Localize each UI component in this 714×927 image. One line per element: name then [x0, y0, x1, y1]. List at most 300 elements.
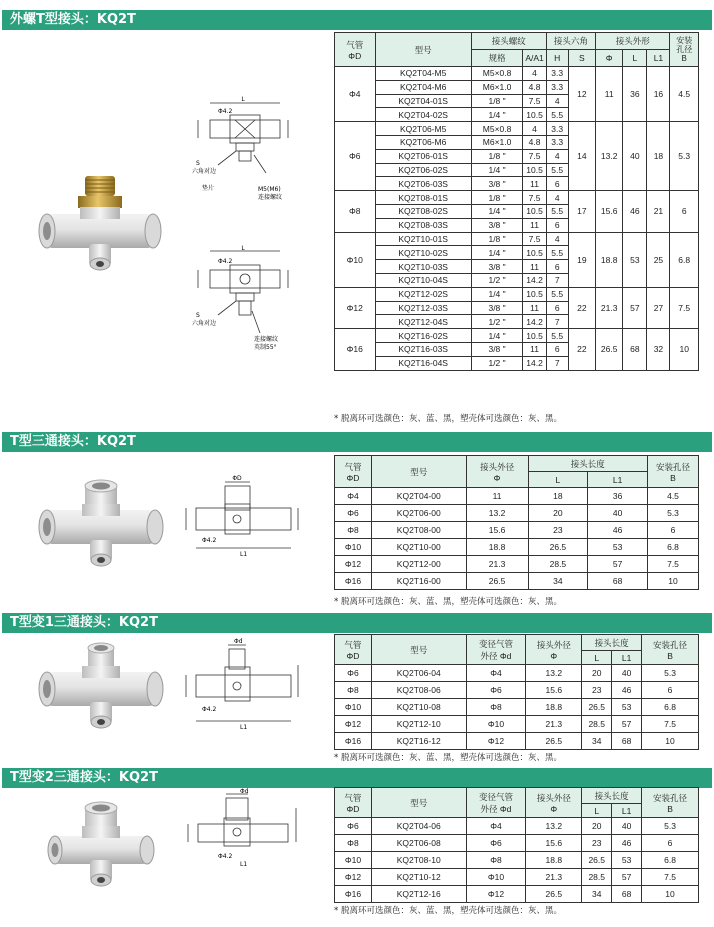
cell-thread-spec: 1/8 " — [471, 149, 522, 163]
cell-a: 4 — [523, 122, 546, 136]
cell-model: KQ2T10-01S — [375, 232, 471, 246]
th2-len: 接头长度 — [528, 456, 648, 472]
cell-thread-spec: 1/4 " — [471, 246, 522, 260]
dim-phi42-b: Φ4.2 — [218, 258, 233, 265]
cell-l: 26.5 — [582, 852, 612, 869]
cell-od: 18.8 — [466, 539, 528, 556]
cell-l1: 46 — [588, 522, 648, 539]
cell-d: Φ16 — [335, 733, 372, 750]
cell-s: 14 — [568, 122, 595, 191]
cell-h: 5.5 — [546, 329, 568, 343]
cell-a: 10.5 — [523, 329, 546, 343]
cell-thread-spec: 1/8 " — [471, 94, 522, 108]
table-row — [335, 733, 699, 750]
cell-l: 68 — [623, 329, 647, 370]
th-mount-label: 安装孔径 — [676, 36, 693, 54]
cell-l1: 57 — [612, 716, 642, 733]
cell-thread-spec: M6×1.0 — [471, 80, 522, 94]
cell-thread-spec: 1/2 " — [471, 356, 522, 370]
dim-phi42: Φ4.2 — [218, 108, 233, 115]
cell-thread-spec: 1/2 " — [471, 315, 522, 329]
dim-L: L — [241, 96, 245, 103]
cell-model: KQ2T16-03S — [375, 342, 471, 356]
cell-b: 6 — [642, 682, 699, 699]
th3-l: L — [582, 651, 612, 665]
cell-l: 18 — [528, 488, 588, 505]
cell-red: Φ8 — [466, 852, 526, 869]
th-h: H — [546, 50, 568, 67]
cell-mount: 4.5 — [670, 67, 699, 122]
cell-red: Φ4 — [466, 818, 526, 835]
note-1: * 脱离环可选颜色：灰、蓝、黑，塑壳体可选颜色：灰、黑。 — [334, 414, 562, 424]
cell-d: Φ12 — [335, 716, 372, 733]
cell-a: 10.5 — [523, 108, 546, 122]
cell-a: 7.5 — [523, 94, 546, 108]
cell-l1: 57 — [612, 869, 642, 886]
spec-table-reducing-tee-1 — [334, 634, 699, 750]
cell-b: 5.3 — [648, 505, 699, 522]
cell-h: 6 — [546, 342, 568, 356]
dim-phi42-4: Φ4.2 — [218, 853, 233, 860]
th2-mount — [648, 456, 699, 488]
cell-h: 7 — [546, 273, 568, 287]
th4-tube-label: 气管 — [344, 792, 362, 803]
th2-model: 型号 — [371, 456, 466, 488]
table-row — [335, 835, 699, 852]
cell-phi: 13.2 — [596, 122, 623, 191]
table-row — [335, 852, 699, 869]
cell-red: Φ8 — [466, 699, 526, 716]
cell-l1: 53 — [588, 539, 648, 556]
th-l: L — [623, 50, 647, 67]
th3-l1: L1 — [612, 651, 642, 665]
th3-mount-sub: B — [667, 650, 673, 661]
cell-b: 10 — [648, 573, 699, 590]
cell-od: 13.2 — [526, 665, 582, 682]
th3-red-sub: 外径 Φd — [480, 650, 512, 661]
th-phi: Φ — [596, 50, 623, 67]
table-row — [335, 67, 699, 81]
product-photo-reducing-tee-1 — [35, 640, 165, 745]
cell-h: 5.5 — [546, 246, 568, 260]
cell-od: 15.6 — [526, 682, 582, 699]
section-2-header: T型三通接头：KQ2T — [2, 432, 712, 452]
th2-tube-sub: ΦD — [346, 472, 360, 483]
th3-len: 接头长度 — [582, 635, 642, 651]
cell-h: 4 — [546, 232, 568, 246]
cell-model: KQ2T08-03S — [375, 218, 471, 232]
cell-b: 4.5 — [648, 488, 699, 505]
cell-l1: 32 — [647, 329, 670, 370]
cell-model: KQ2T10-00 — [371, 539, 466, 556]
th4-od — [526, 788, 582, 818]
cell-model: KQ2T10-04S — [375, 273, 471, 287]
cell-l: 20 — [582, 818, 612, 835]
cell-red: Φ12 — [466, 886, 526, 903]
cell-h: 4 — [546, 149, 568, 163]
cell-model: KQ2T06-M5 — [375, 122, 471, 136]
table-row — [335, 232, 699, 246]
cell-d: Φ8 — [335, 835, 372, 852]
cell-thread-spec: 1/4 " — [471, 287, 522, 301]
cell-s: 17 — [568, 191, 595, 232]
cell-h: 6 — [546, 177, 568, 191]
cell-a: 10.5 — [523, 204, 546, 218]
cell-b: 6.8 — [642, 852, 699, 869]
cell-od: 26.5 — [526, 733, 582, 750]
th4-red-sub: 外径 Φd — [480, 803, 512, 814]
cell-h: 7 — [546, 315, 568, 329]
note-4: * 脱离环可选颜色：灰、蓝、黑，塑壳体可选颜色：灰、黑。 — [334, 906, 562, 916]
cell-a: 11 — [523, 177, 546, 191]
cell-d: Φ16 — [335, 886, 372, 903]
cell-d: Φ10 — [335, 852, 372, 869]
table-row — [335, 539, 699, 556]
cell-h: 6 — [546, 260, 568, 274]
th3-red — [466, 635, 526, 665]
cell-s: 22 — [568, 287, 595, 328]
cell-a: 11 — [523, 218, 546, 232]
cell-d: Φ12 — [335, 556, 372, 573]
cell-h: 7 — [546, 356, 568, 370]
th2-od-sub: Φ — [493, 472, 501, 483]
cell-l: 57 — [623, 287, 647, 328]
cell-mount: 10 — [670, 329, 699, 370]
cell-l: 53 — [623, 232, 647, 287]
th4-red-label: 变径气管 — [478, 791, 513, 802]
cell-l: 46 — [623, 191, 647, 232]
cell-l1: 53 — [612, 852, 642, 869]
diagram-threaded-tee-m5 — [188, 95, 298, 205]
cell-h: 3.3 — [546, 67, 568, 81]
cell-red: Φ4 — [466, 665, 526, 682]
cell-d: Φ6 — [335, 818, 372, 835]
cell-d: Φ6 — [335, 505, 372, 522]
th3-od-sub: Φ — [550, 650, 558, 661]
cell-thread-spec: 1/8 " — [471, 232, 522, 246]
cell-h: 4 — [546, 191, 568, 205]
cell-phi: 18.8 — [596, 232, 623, 287]
cell-l1: 36 — [588, 488, 648, 505]
cell-thread-spec: M5×0.8 — [471, 122, 522, 136]
section-1-header: 外螺T型接头：KQ2T — [2, 10, 712, 30]
cell-model: KQ2T08-01S — [375, 191, 471, 205]
cell-a: 7.5 — [523, 149, 546, 163]
cell-l1: 27 — [647, 287, 670, 328]
cell-od: 21.3 — [526, 869, 582, 886]
th-hex: 接头六角 — [546, 33, 595, 50]
th4-tube-sub: ΦD — [346, 803, 360, 814]
cell-model: KQ2T04-01S — [375, 94, 471, 108]
th4-red — [466, 788, 526, 818]
cell-phi: 15.6 — [596, 191, 623, 232]
table-row — [335, 665, 699, 682]
th2-l: L — [528, 472, 588, 488]
cell-l: 23 — [582, 835, 612, 852]
cell-b: 10 — [642, 733, 699, 750]
label-conn-thread: 连接螺纹 — [254, 336, 279, 343]
cell-b: 7.5 — [642, 869, 699, 886]
th-s: S — [568, 50, 595, 67]
cell-l: 26.5 — [582, 699, 612, 716]
th2-od — [466, 456, 528, 488]
cell-model: KQ2T08-10 — [371, 852, 466, 869]
cell-od: 26.5 — [466, 573, 528, 590]
label-conn: 连接螺纹 — [258, 194, 283, 201]
cell-thread-spec: 3/8 " — [471, 342, 522, 356]
cell-a: 10.5 — [523, 287, 546, 301]
cell-d: Φ6 — [335, 665, 372, 682]
diagram-threaded-tee-nps — [188, 245, 298, 355]
label-conn-imperial: 英制55° — [254, 344, 277, 351]
cell-h: 5.5 — [546, 108, 568, 122]
diagram-reducing-tee-1 — [180, 635, 305, 730]
cell-b: 10 — [642, 886, 699, 903]
th-tube-sub: ΦD — [348, 50, 362, 61]
cell-h: 3.3 — [546, 80, 568, 94]
th4-l: L — [582, 804, 612, 818]
dim-phid-3: Φd — [234, 638, 243, 645]
label-m5: M5(M6) — [258, 186, 281, 193]
cell-a: 14.2 — [523, 356, 546, 370]
cell-model: KQ2T10-03S — [375, 260, 471, 274]
cell-s: 22 — [568, 329, 595, 370]
table-row — [335, 191, 699, 205]
cell-model: KQ2T06-04 — [371, 665, 466, 682]
th4-mount-sub: B — [667, 803, 673, 814]
table-row — [335, 716, 699, 733]
cell-model: KQ2T10-08 — [371, 699, 466, 716]
table-row — [335, 556, 699, 573]
th3-mount-label: 安装孔径 — [653, 639, 688, 650]
th4-mount — [642, 788, 699, 818]
table-row — [335, 818, 699, 835]
cell-mount: 6 — [670, 191, 699, 232]
cell-h: 3.3 — [546, 135, 568, 149]
cell-a: 7.5 — [523, 191, 546, 205]
section-3-header: T型变1三通接头：KQ2T — [2, 613, 712, 633]
cell-l1: 16 — [647, 67, 670, 122]
th-mount-sub: B — [681, 54, 687, 63]
cell-l: 34 — [582, 886, 612, 903]
product-photo-tee — [35, 478, 165, 583]
cell-a: 10.5 — [523, 163, 546, 177]
product-photo-threaded-tee — [35, 170, 165, 285]
cell-b: 6.8 — [648, 539, 699, 556]
cell-d: Φ8 — [335, 522, 372, 539]
cell-model: KQ2T08-02S — [375, 204, 471, 218]
cell-d: Φ16 — [335, 573, 372, 590]
cell-a: 14.2 — [523, 315, 546, 329]
cell-phi: 26.5 — [596, 329, 623, 370]
cell-model: KQ2T04-02S — [375, 108, 471, 122]
cell-model: KQ2T12-04S — [375, 315, 471, 329]
cell-tube-dia: Φ10 — [335, 232, 376, 287]
dim-S-b: S — [196, 312, 200, 319]
cell-d: Φ10 — [335, 539, 372, 556]
cell-a: 4 — [523, 67, 546, 81]
th4-od-sub: Φ — [550, 803, 558, 814]
cell-b: 7.5 — [648, 556, 699, 573]
cell-od: 11 — [466, 488, 528, 505]
th4-mount-label: 安装孔径 — [653, 792, 688, 803]
cell-od: 13.2 — [466, 505, 528, 522]
cell-model: KQ2T12-16 — [371, 886, 466, 903]
cell-b: 7.5 — [642, 716, 699, 733]
th2-l1: L1 — [588, 472, 648, 488]
th4-od-label: 接头外径 — [536, 792, 571, 803]
cell-od: 18.8 — [526, 852, 582, 869]
th2-mount-label: 安装孔径 — [656, 461, 691, 472]
cell-s: 12 — [568, 67, 595, 122]
cell-model: KQ2T12-10 — [371, 716, 466, 733]
cell-l: 26.5 — [528, 539, 588, 556]
cell-model: KQ2T12-00 — [371, 556, 466, 573]
cell-thread-spec: 1/4 " — [471, 108, 522, 122]
cell-d: Φ10 — [335, 699, 372, 716]
cell-l1: 40 — [588, 505, 648, 522]
cell-model: KQ2T10-02S — [375, 246, 471, 260]
cell-od: 15.6 — [526, 835, 582, 852]
th-mount — [670, 33, 699, 67]
table-row — [335, 699, 699, 716]
cell-phi: 11 — [596, 67, 623, 122]
label-gasket: 垫片 — [202, 185, 215, 192]
cell-thread-spec: 1/8 " — [471, 191, 522, 205]
cell-b: 6.8 — [642, 699, 699, 716]
cell-od: 18.8 — [526, 699, 582, 716]
th-thread: 接头螺纹 — [471, 33, 546, 50]
cell-red: Φ6 — [466, 835, 526, 852]
th2-od-label: 接头外径 — [480, 461, 515, 472]
cell-thread-spec: 3/8 " — [471, 260, 522, 274]
th4-len: 接头长度 — [582, 788, 642, 804]
cell-a: 14.2 — [523, 273, 546, 287]
cell-thread-spec: M5×0.8 — [471, 67, 522, 81]
th-tube — [335, 33, 376, 67]
cell-h: 5.5 — [546, 204, 568, 218]
table-row — [335, 287, 699, 301]
cell-l1: 57 — [588, 556, 648, 573]
th3-od-label: 接头外径 — [536, 639, 571, 650]
cell-od: 21.3 — [526, 716, 582, 733]
cell-l: 20 — [582, 665, 612, 682]
cell-thread-spec: 3/8 " — [471, 218, 522, 232]
cell-l1: 40 — [612, 665, 642, 682]
th4-model: 型号 — [371, 788, 466, 818]
cell-thread-spec: 3/8 " — [471, 301, 522, 315]
cell-model: KQ2T06-08 — [371, 835, 466, 852]
cell-d: Φ8 — [335, 682, 372, 699]
cell-l: 28.5 — [582, 869, 612, 886]
cell-d: Φ12 — [335, 869, 372, 886]
dim-S: S — [196, 160, 200, 167]
note-3: * 脱离环可选颜色：灰、蓝、黑，塑壳体可选颜色：灰、黑。 — [334, 753, 562, 763]
label-hex: 六角对边 — [192, 168, 217, 175]
th-a: A/A1 — [523, 50, 546, 67]
cell-model: KQ2T16-00 — [371, 573, 466, 590]
cell-a: 11 — [523, 260, 546, 274]
cell-tube-dia: Φ8 — [335, 191, 376, 232]
cell-red: Φ6 — [466, 682, 526, 699]
cell-l1: 40 — [612, 818, 642, 835]
cell-red: Φ12 — [466, 733, 526, 750]
diagram-tee — [180, 472, 305, 557]
cell-l1: 46 — [612, 835, 642, 852]
cell-l1: 68 — [588, 573, 648, 590]
cell-mount: 7.5 — [670, 287, 699, 328]
cell-model: KQ2T12-02S — [375, 287, 471, 301]
cell-tube-dia: Φ16 — [335, 329, 376, 370]
cell-thread-spec: 1/4 " — [471, 329, 522, 343]
cell-model: KQ2T04-M6 — [375, 80, 471, 94]
cell-b: 5.3 — [642, 665, 699, 682]
table-row — [335, 522, 699, 539]
table-row — [335, 329, 699, 343]
cell-b: 5.3 — [642, 818, 699, 835]
label-hex-b: 六角对边 — [192, 320, 217, 327]
th2-tube — [335, 456, 372, 488]
cell-model: KQ2T16-12 — [371, 733, 466, 750]
spec-table-threaded-tee — [334, 32, 699, 371]
cell-tube-dia: Φ6 — [335, 122, 376, 191]
cell-red: Φ10 — [466, 716, 526, 733]
cell-od: 13.2 — [526, 818, 582, 835]
cell-l: 28.5 — [582, 716, 612, 733]
cell-a: 10.5 — [523, 246, 546, 260]
th-model: 型号 — [375, 33, 471, 67]
cell-model: KQ2T06-M6 — [375, 135, 471, 149]
cell-thread-spec: 1/4 " — [471, 204, 522, 218]
dim-L1-2: L1 — [240, 551, 248, 557]
cell-red: Φ10 — [466, 869, 526, 886]
diagram-reducing-tee-2 — [180, 788, 305, 868]
th3-model: 型号 — [371, 635, 466, 665]
table-row — [335, 886, 699, 903]
cell-l1: 68 — [612, 733, 642, 750]
th-shape: 接头外形 — [596, 33, 670, 50]
table-row — [335, 488, 699, 505]
cell-l: 28.5 — [528, 556, 588, 573]
cell-od: 15.6 — [466, 522, 528, 539]
cell-od: 26.5 — [526, 886, 582, 903]
cell-l1: 18 — [647, 122, 670, 191]
cell-model: KQ2T08-00 — [371, 522, 466, 539]
cell-model: KQ2T04-M5 — [375, 67, 471, 81]
cell-model: KQ2T16-02S — [375, 329, 471, 343]
cell-tube-dia: Φ4 — [335, 67, 376, 122]
cell-thread-spec: 1/4 " — [471, 163, 522, 177]
cell-s: 19 — [568, 232, 595, 287]
table-row — [335, 122, 699, 136]
cell-model: KQ2T12-03S — [375, 301, 471, 315]
th2-mount-sub: B — [670, 472, 676, 483]
cell-l: 36 — [623, 67, 647, 122]
dim-phi42-2: Φ4.2 — [202, 537, 217, 544]
cell-l: 34 — [528, 573, 588, 590]
cell-l1: 46 — [612, 682, 642, 699]
cell-a: 11 — [523, 342, 546, 356]
cell-tube-dia: Φ12 — [335, 287, 376, 328]
th2-tube-label: 气管 — [344, 461, 362, 472]
th4-tube — [335, 788, 372, 818]
th-l1: L1 — [647, 50, 670, 67]
cell-model: KQ2T04-00 — [371, 488, 466, 505]
dim-L-b: L — [241, 245, 245, 252]
th3-tube — [335, 635, 372, 665]
table-row — [335, 573, 699, 590]
cell-model: KQ2T06-00 — [371, 505, 466, 522]
